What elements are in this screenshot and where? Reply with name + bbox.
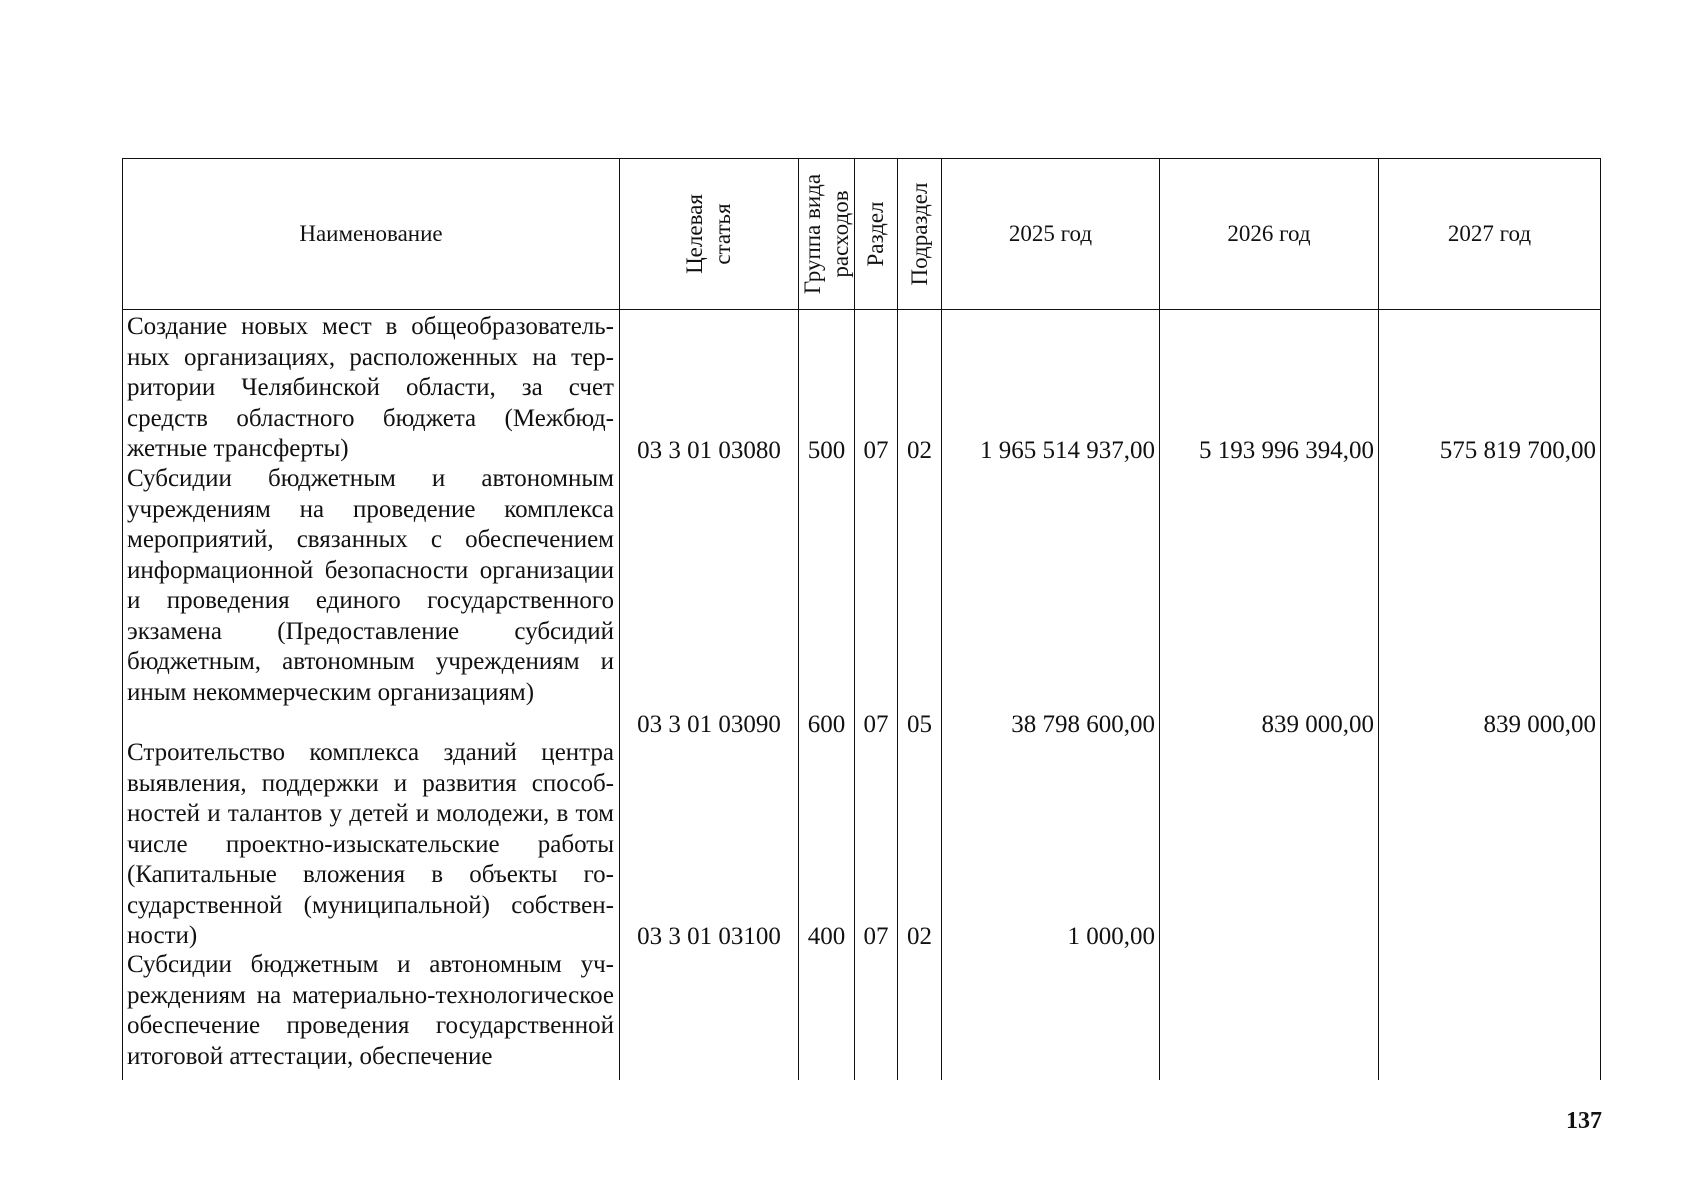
row-name: Создание новых мест в общеобразовательных организациях, расположенных на территории Челябинской области, за счет средств областного бюджета (Межбюджетные трансферты)	[127, 313, 614, 462]
page-number: 137	[1566, 1108, 1602, 1134]
section-value: 07	[863, 711, 889, 738]
expense-group-column	[799, 310, 855, 1081]
amount-2026: 839 000,00	[1261, 711, 1374, 738]
table-body	[123, 310, 1601, 1081]
amount-2026: 5 193 996 394,00	[1199, 437, 1374, 464]
name-column	[123, 310, 620, 1081]
section-value: 07	[863, 923, 889, 950]
target-article-value: 03 3 01 03100	[637, 923, 781, 950]
year-2027-column	[1379, 310, 1601, 1081]
section-column	[855, 310, 898, 1081]
expense-group-value: 500	[807, 437, 846, 464]
amount-2025: 38 798 600,00	[1011, 711, 1155, 738]
header-name: Наименование	[123, 159, 620, 310]
amount-2025: 1 000,00	[1067, 923, 1155, 950]
header-2025: 2025 год	[942, 159, 1160, 310]
expense-group-value: 400	[807, 923, 846, 950]
subsection-value: 05	[907, 711, 932, 738]
header-2027: 2027 год	[1379, 159, 1601, 310]
header-section: Раздел	[855, 159, 898, 310]
header-target-article: Целевая статья	[620, 159, 799, 310]
header-subsection: Подраздел	[898, 159, 942, 310]
amount-2027: 839 000,00	[1483, 711, 1596, 738]
budget-table	[122, 158, 1601, 1080]
row-name: Субсидии бюджетным и автономным учреждениям на проведение комплекса мероприятий, связанных с обеспечением информационной безопасности организации и проведения единого государственного экзамена (Предоставление субсидий бюджетным, автономным учреждениям и иным некоммерческим организациям)	[127, 465, 614, 706]
section-value: 07	[863, 437, 889, 464]
amount-2027: 575 819 700,00	[1439, 437, 1596, 464]
year-2025-column	[942, 310, 1160, 1081]
target-article-value: 03 3 01 03080	[637, 437, 781, 464]
target-article-column	[620, 310, 799, 1081]
table-header-row	[123, 159, 1601, 310]
header-2026: 2026 год	[1160, 159, 1379, 310]
row-name: Строительство комплекса зданий центра выявления, поддержки и развития способностей и талантов у детей и молодежи, в том числе проектно-изыскательские работы (Капитальные вложения в объекты государственной (муниципальной) собственности)	[127, 739, 614, 949]
year-2026-column	[1160, 310, 1379, 1081]
target-article-value: 03 3 01 03090	[637, 711, 781, 738]
subsection-value: 02	[907, 437, 932, 464]
expense-group-value: 600	[807, 711, 846, 738]
row-name: Субсидии бюджетным и автономным учреждениям на материально-технологическое обеспечение проведения государственной итоговой аттестации, обеспечение	[127, 951, 614, 1070]
header-expense-group: Группа вида расходов	[799, 159, 855, 310]
amount-2025: 1 965 514 937,00	[980, 437, 1155, 464]
subsection-column	[898, 310, 942, 1081]
subsection-value: 02	[907, 923, 932, 950]
